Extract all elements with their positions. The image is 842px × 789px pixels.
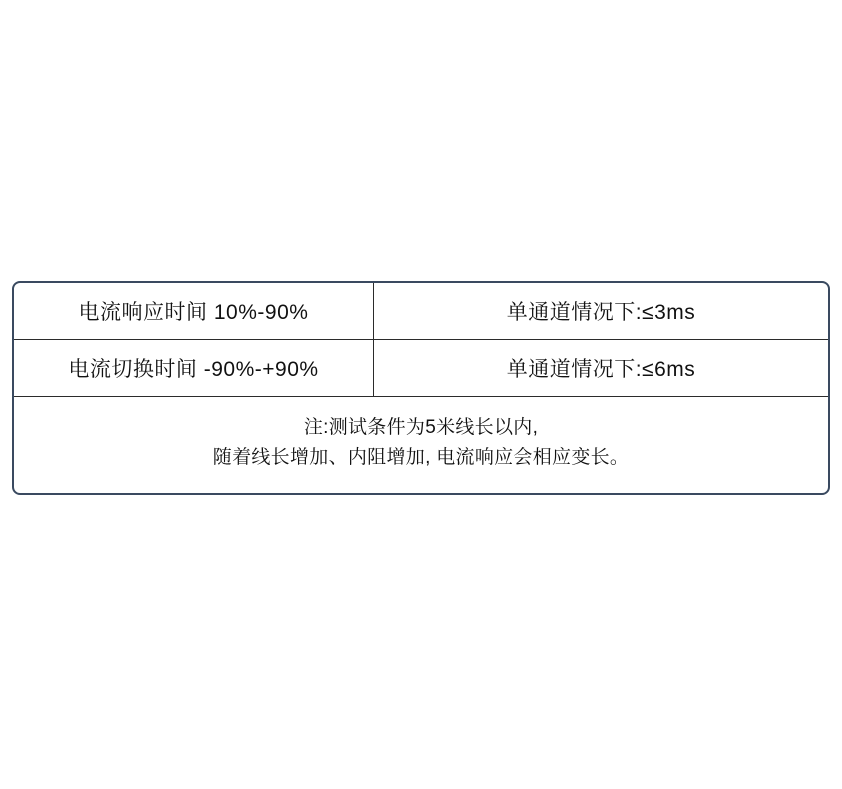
note-line-1: 注:测试条件为5米线长以内, xyxy=(303,417,539,438)
table-note xyxy=(14,397,828,493)
table-row xyxy=(14,340,828,397)
table-row xyxy=(14,283,828,340)
row-value-current-switching-time: 单通道情况下:≤6ms xyxy=(506,358,696,381)
specification-table xyxy=(12,281,830,495)
note-line-2: 随着线长增加、内阻增加, 电流响应会相应变长。 xyxy=(212,447,630,468)
row-value-current-response-time: 单通道情况下:≤3ms xyxy=(506,301,696,324)
row-label-current-response-time: 电流响应时间 10%-90% xyxy=(14,283,374,339)
row-label-current-switching-time: 电流切换时间 -90%-+90% xyxy=(14,340,374,396)
